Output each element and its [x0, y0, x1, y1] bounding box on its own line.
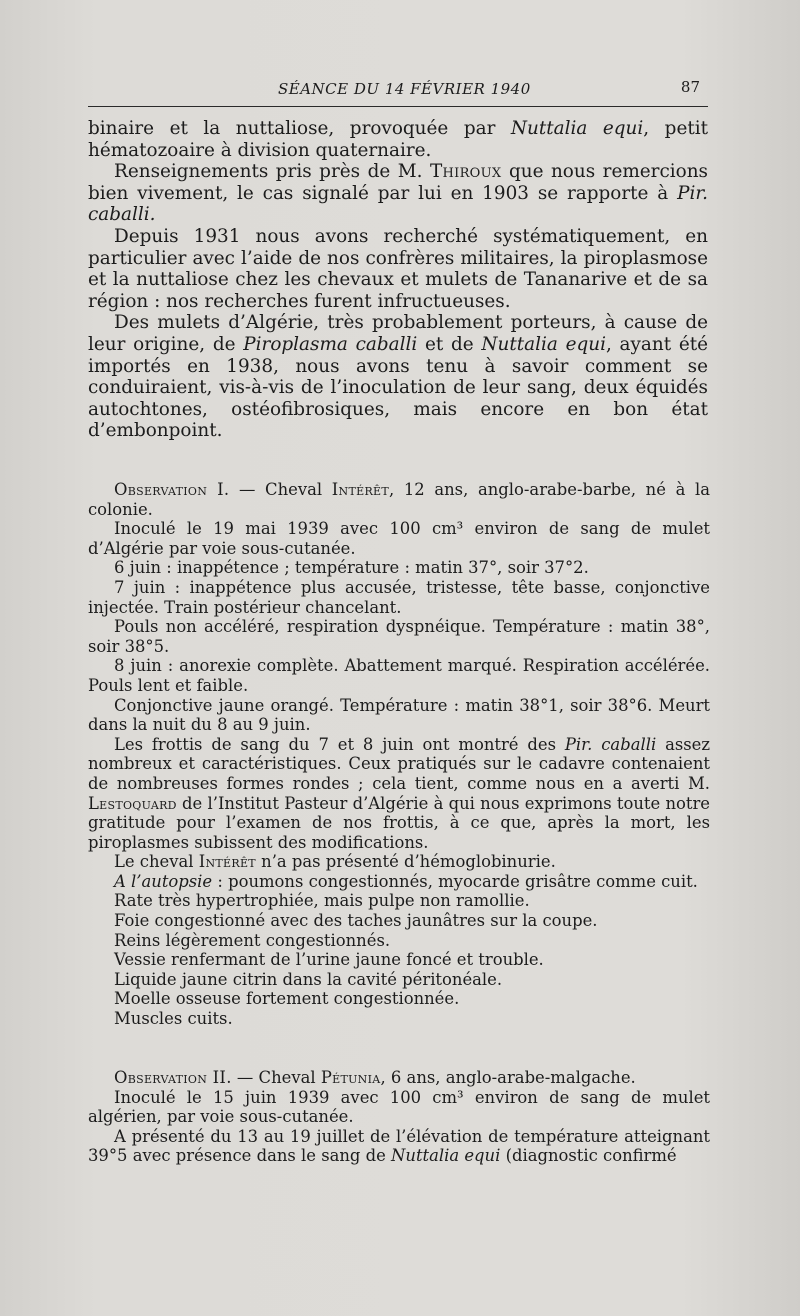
- observation-1: [88, 480, 710, 1029]
- observation-line: [88, 735, 710, 853]
- species-name: Nuttalia equi: [391, 1146, 501, 1166]
- observation-line: 6 juin : inappétence ; température : matin 37°, soir 37°2.: [114, 558, 589, 578]
- observation-line: Pouls non accéléré, respiration dyspnéique. Température : matin 38°, soir 38°5.: [88, 617, 710, 656]
- paragraph-4: [88, 312, 708, 442]
- text-run: que nous remercions bien vivement, le cas signalé par lui en 1903 se rapporte à: [88, 161, 708, 204]
- text-run: , 6 ans, anglo-arabe-malgache.: [380, 1068, 636, 1087]
- text-run: — Cheval: [229, 480, 332, 499]
- observation-line: Liquide jaune citrin dans la cavité péritonéale.: [114, 969, 503, 989]
- person-name: Lestoquard: [88, 793, 177, 813]
- text-run: Des mulets d’Algérie, très probablement porteurs, à cause de leur origine, de: [88, 312, 708, 355]
- text-run: : poumons congestionnés, myocarde grisâtre comme cuit.: [212, 871, 698, 891]
- observation-line: Moelle osseuse fortement congestionnée.: [114, 989, 460, 1009]
- text-run: assez nombreux et caractéristiques. Ceux pratiqués sur le cadavre contenaient de nombreuses formes rondes ; cela tient, comme nous en a averti M.: [88, 734, 711, 793]
- horse-name: Intérêt: [198, 852, 256, 872]
- text-run: (diagnostic confirmé: [500, 1146, 677, 1166]
- body-text: [88, 118, 708, 442]
- species-name: Pir. caballi: [564, 734, 657, 754]
- person-name: Thiroux: [429, 161, 502, 183]
- observation-line: 8 juin : anorexie complète. Abattement marqué. Respiration accélérée. Pouls lent et faible.: [88, 656, 710, 695]
- observation-line: [88, 872, 710, 892]
- text-run: , 12 ans, anglo-arabe-barbe, né à la colonie.: [88, 480, 711, 519]
- text-run: et de: [417, 333, 482, 355]
- observation-line: Reins légèrement congestionnés.: [114, 930, 391, 950]
- observation-label: Observation II.: [114, 1068, 232, 1087]
- text-run: , petit hématozoaire à division quaternaire.: [88, 118, 709, 161]
- paragraph-1: [88, 118, 708, 161]
- header-rule: [88, 106, 708, 107]
- running-head: SÉANCE DU 14 FÉVRIER 1940: [278, 80, 531, 98]
- observation-line: [88, 1127, 710, 1166]
- observation-line: 7 juin : inappétence plus accusée, tristesse, tête basse, conjonctive injectée. Train postérieur chancelant.: [88, 577, 710, 617]
- text-run: A présenté du 13 au 19 juillet de l’élévation de température atteignant 39°5 avec présence dans le sang de: [88, 1126, 710, 1166]
- species-name: Nuttalia equi: [510, 118, 644, 139]
- observation-line: Vessie renfermant de l’urine jaune foncé et trouble.: [114, 950, 544, 970]
- observation-line: Rate très hypertrophiée, mais pulpe non ramollie.: [114, 891, 530, 911]
- page-header: [88, 78, 706, 104]
- observation-2: [88, 1068, 710, 1166]
- text-run: — Cheval: [231, 1068, 321, 1087]
- observation-line: Conjonctive jaune orangé. Température : matin 38°1, soir 38°6. Meurt dans la nuit du 8 au 9 juin.: [88, 695, 710, 735]
- page-number: 87: [680, 78, 700, 96]
- species-name: Nuttalia equi: [481, 333, 606, 355]
- horse-name: Intérêt: [331, 480, 389, 499]
- paragraph-2: [88, 161, 708, 226]
- text-run: Renseignements pris près de M.: [114, 161, 430, 183]
- text-run: n’a pas présenté d’hémoglobinurie.: [255, 852, 556, 872]
- text-run: binaire et la nuttaliose, provoquée par: [88, 118, 511, 139]
- text-run: Les frottis de sang du 7 et 8 juin ont montré des: [114, 734, 565, 754]
- text-run: Le cheval: [114, 852, 199, 872]
- observation-2-heading: [88, 1068, 710, 1088]
- observation-line: Inoculé le 19 mai 1939 avec 100 cm³ environ de sang de mulet d’Algérie par voie sous-cutanée.: [88, 519, 710, 558]
- horse-name: Pétunia: [320, 1068, 381, 1087]
- species-name: Pir. caballi.: [88, 182, 708, 226]
- text-run: de l’Institut Pasteur d’Algérie à qui nous exprimons toute notre gratitude pour l’examen de nos frottis, à ce que, après la mort, les piroplasmes subissent des modifications.: [88, 793, 710, 852]
- observation-line: Muscles cuits.: [114, 1009, 233, 1029]
- observation-label: Observation I.: [114, 480, 230, 499]
- autopsy-heading: A l’autopsie: [114, 871, 213, 891]
- paragraph-3: Depuis 1931 nous avons recherché systématiquement, en particulier avec l’aide de nos confrères militaires, la piroplasmose et la nuttaliose chez les chevaux et mulets de Tananarive et de sa région : nos recherches furent infructueuses.: [88, 225, 708, 312]
- species-name: Piroplasma caballi: [243, 333, 418, 355]
- observation-line: [88, 852, 710, 872]
- observation-line: Inoculé le 15 juin 1939 avec 100 cm³ environ de sang de mulet algérien, par voie sous-cutanée.: [88, 1087, 710, 1127]
- observation-line: Foie congestionné avec des taches jaunâtres sur la coupe.: [114, 911, 598, 931]
- observation-1-heading: [88, 480, 710, 519]
- text-run: , ayant été importés en 1938, nous avons tenu à savoir comment se conduiraient, vis-à-vis de l’inoculation de leur sang, deux équidés autochtones, ostéofibrosiques, mais encore en bon état d’embonpoint.: [88, 333, 709, 442]
